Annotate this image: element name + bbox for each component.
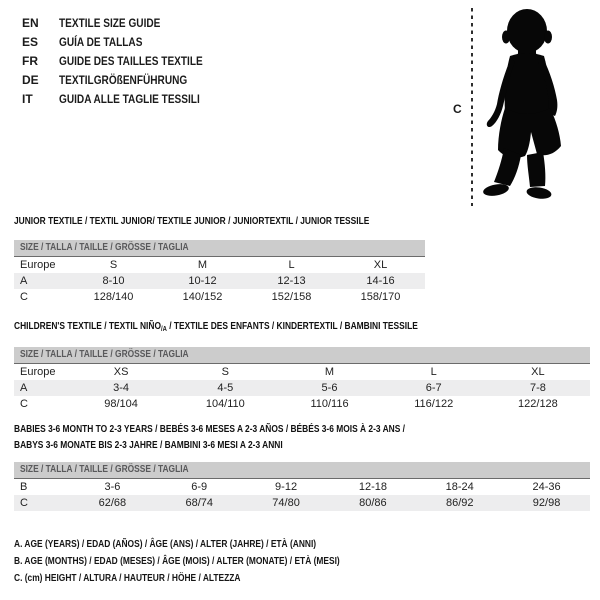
cell: 12-13 <box>277 275 306 287</box>
note-age-months <box>14 553 402 570</box>
height-measure-dotted-line <box>471 8 473 206</box>
table-row <box>14 479 590 495</box>
cell: 3-6 <box>104 481 121 493</box>
lang-code: ES <box>22 35 39 49</box>
cell: 6-9 <box>191 481 208 493</box>
size-header-bar <box>14 347 590 364</box>
table-row <box>14 289 425 305</box>
note-height-cm <box>14 570 402 587</box>
size-header-bar <box>14 240 425 257</box>
note-text: B. AGE (MONTHS) / EDAD (MESES) / ÂGE (MOIS) / ALTER (MONATE) / ETÀ (MESI) <box>14 556 340 567</box>
cell: 10-12 <box>188 275 217 287</box>
table-row <box>14 273 425 289</box>
size-header-label: SIZE / TALLA / TAILLE / GRÖSSE / TAGLIA <box>20 464 189 475</box>
cell: 68/74 <box>185 497 213 509</box>
cell: 62/68 <box>98 497 127 509</box>
cell: S <box>221 366 229 378</box>
row-label: Europe <box>20 366 56 378</box>
table-row <box>14 495 590 511</box>
cell: M <box>197 259 208 271</box>
cell: 86/92 <box>445 497 474 509</box>
babies-title-line2: BABYS 3-6 MONATE BIS 2-3 JAHRE / BAMBINI 3-6 MESI A 2-3 ANNI <box>14 440 283 451</box>
cell: 110/116 <box>310 398 349 410</box>
row-label: C <box>20 398 28 410</box>
cell: 92/98 <box>532 497 561 509</box>
cell: M <box>324 366 335 378</box>
row-label: C <box>20 291 28 303</box>
cell: 9-12 <box>275 481 298 493</box>
cell: 122/128 <box>518 398 558 410</box>
lang-code: EN <box>22 16 39 30</box>
junior-size-table <box>14 240 425 305</box>
table-row <box>14 257 425 273</box>
cell: 116/122 <box>414 398 454 410</box>
cell: 98/104 <box>104 398 138 410</box>
lang-title: GUIDE DES TAILLES TEXTILE <box>59 54 203 68</box>
legend-notes <box>14 536 402 587</box>
lang-title: TEXTILE SIZE GUIDE <box>59 16 161 30</box>
lang-row-es <box>22 33 230 52</box>
cell: 128/140 <box>93 291 134 303</box>
table-row <box>14 380 590 396</box>
cell: 80/86 <box>359 497 387 509</box>
row-label: A <box>20 382 28 394</box>
cell: 74/80 <box>272 497 300 509</box>
note-age-years <box>14 536 402 553</box>
cell: XL <box>531 366 545 378</box>
cell: 18-24 <box>445 481 474 493</box>
babies-size-table <box>14 462 590 511</box>
row-label: B <box>20 481 28 493</box>
size-header-bar <box>14 462 590 479</box>
cell: 12-18 <box>358 481 387 493</box>
lang-title: TEXTILGRÖßENFÜHRUNG <box>59 73 188 87</box>
lang-code: IT <box>22 92 33 106</box>
cell: 3-4 <box>113 382 130 394</box>
cell: 8-10 <box>102 275 125 287</box>
cell: XS <box>113 366 129 378</box>
cell: 14-16 <box>366 275 395 287</box>
cell: 140/152 <box>182 291 223 303</box>
lang-row-it <box>22 90 230 109</box>
cell: L <box>430 366 437 378</box>
lang-row-fr <box>22 52 230 71</box>
babies-section-title <box>14 422 479 454</box>
cell: 104/110 <box>205 398 245 410</box>
baby-silhouette-icon <box>477 6 569 206</box>
cell: XL <box>373 259 388 271</box>
junior-section-title <box>14 214 437 230</box>
cell: S <box>109 259 118 271</box>
babies-title-line1: BABIES 3-6 MONTH TO 2-3 YEARS / BEBÉS 3-6 MESES A 2-3 AÑOS / BÉBÉS 3-6 MOIS À 2-3 ANS / <box>14 424 406 435</box>
lang-title: GUIDA ALLE TAGLIE TESSILI <box>59 92 200 106</box>
size-header-label: SIZE / TALLA / TAILLE / GRÖSSE / TAGLIA <box>20 242 189 253</box>
cell: 4-5 <box>217 382 234 394</box>
junior-section-title-text: JUNIOR TEXTILE / TEXTIL JUNIOR/ TEXTILE JUNIOR / JUNIORTEXTIL / JUNIOR TESSILE <box>14 216 370 227</box>
note-text: C. (cm) HEIGHT / ALTURA / HAUTEUR / HÖHE / ALTEZZA <box>14 573 241 584</box>
table-row <box>14 396 590 412</box>
size-header-label: SIZE / TALLA / TAILLE / GRÖSSE / TAGLIA <box>20 349 189 360</box>
cell: 24-36 <box>532 481 561 493</box>
cell: 7-8 <box>529 382 546 394</box>
cell: 152/158 <box>271 291 312 303</box>
cell: 158/170 <box>360 291 401 303</box>
lang-row-de <box>22 71 230 90</box>
cell: L <box>288 259 295 271</box>
row-label: Europe <box>20 259 56 271</box>
note-text: A. AGE (YEARS) / EDAD (AÑOS) / ÂGE (ANS) / ALTER (JAHRE) / ETÀ (ANNI) <box>14 539 317 550</box>
cell: 6-7 <box>425 382 442 394</box>
children-size-table <box>14 347 590 412</box>
lang-code: FR <box>22 54 38 68</box>
height-measure-label: C <box>453 102 462 116</box>
children-title-subscript: /A <box>160 326 167 333</box>
table-row <box>14 364 590 380</box>
children-section-title-text <box>14 319 418 338</box>
row-label: C <box>20 497 28 509</box>
lang-title: GUÍA DE TALLAS <box>59 35 143 49</box>
children-title-part1: CHILDREN'S TEXTILE / TEXTIL NIÑO <box>14 321 161 332</box>
row-label: A <box>20 275 28 287</box>
language-title-list <box>22 14 230 109</box>
lang-code: DE <box>22 73 39 87</box>
cell: 5-6 <box>321 382 338 394</box>
children-section-title <box>14 319 495 338</box>
lang-row-en <box>22 14 230 33</box>
children-title-part2: / TEXTILE DES ENFANTS / KINDERTEXTIL / BAMBINI TESSILE <box>166 321 418 332</box>
